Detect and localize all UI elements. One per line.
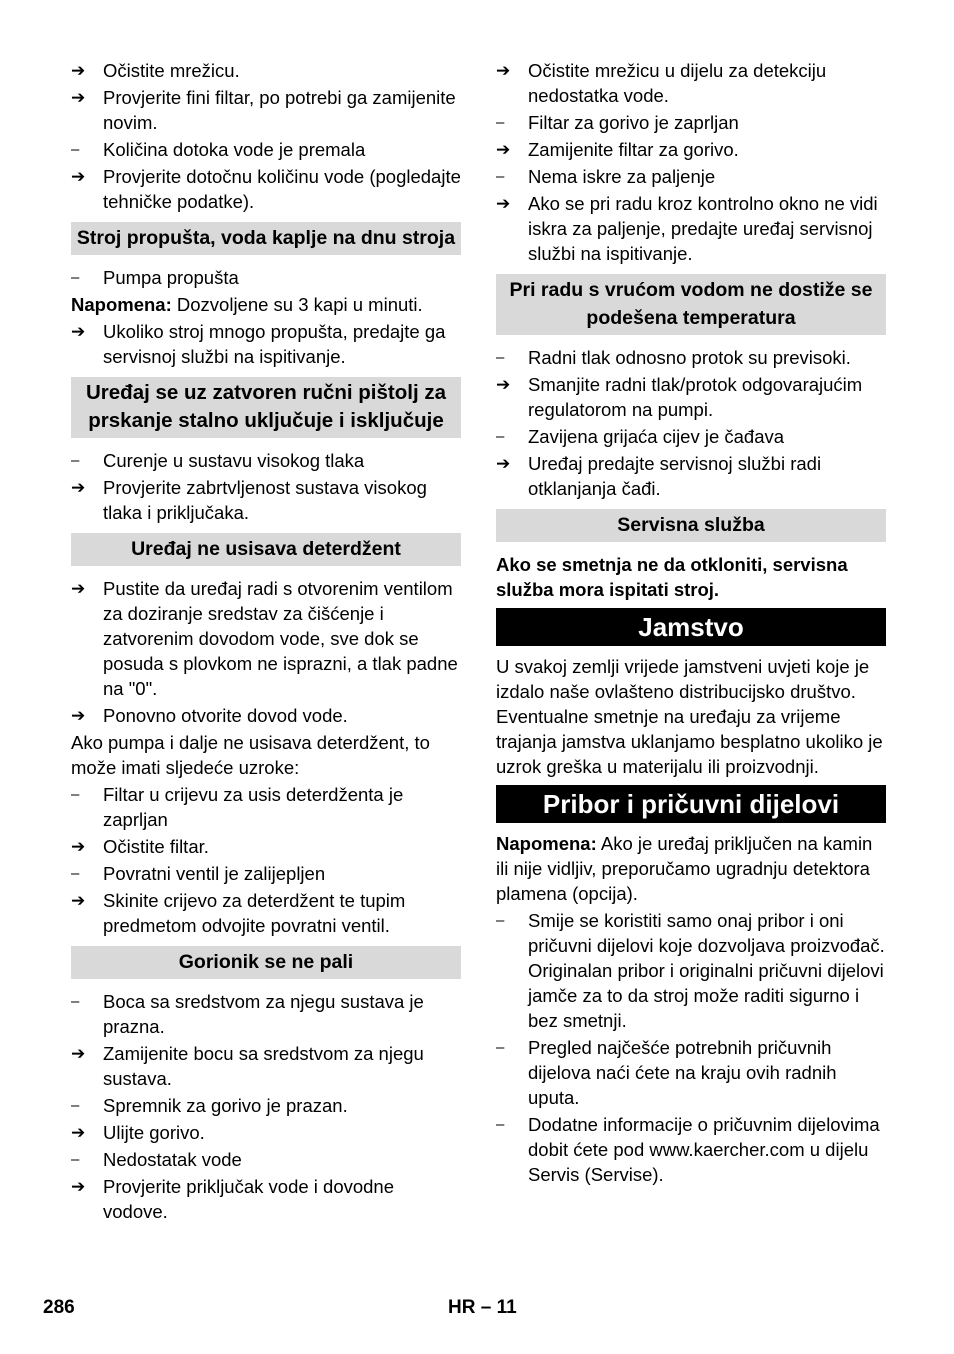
cause-item xyxy=(71,1147,461,1172)
dash-bullet-icon: – xyxy=(71,865,80,882)
cause-item xyxy=(71,448,461,473)
dash-bullet-icon: – xyxy=(496,168,505,185)
action-step xyxy=(71,85,461,135)
item-text: Provjerite priključak vode i dovodne vodove. xyxy=(103,1176,395,1222)
cause-item xyxy=(496,1035,886,1110)
item-text: Skinite crijevo za deterdžent te tupim predmetom odvojite povratni ventil. xyxy=(103,890,406,936)
right-arrow-icon: ➔ xyxy=(71,167,86,186)
right-arrow-icon: ➔ xyxy=(71,891,86,910)
note-text: Ako je uređaj priključen na kamin ili nije vidljiv, preporučamo ugradnju detektora plamena (opcija). xyxy=(496,833,873,904)
item-text: Dodatne informacije o pričuvnim dijelovima dobit ćete pod www.kaercher.com u dijelu Servis (Servise). xyxy=(528,1114,880,1185)
note xyxy=(496,831,886,906)
right-arrow-icon: ➔ xyxy=(71,61,86,80)
action-step xyxy=(496,372,886,422)
action-step xyxy=(71,834,461,859)
right-arrow-icon: ➔ xyxy=(71,837,86,856)
page-reference: HR – 11 xyxy=(448,1297,517,1318)
cause-item xyxy=(71,861,461,886)
chapter-heading: Jamstvo xyxy=(496,608,886,646)
section-heading: Uređaj se uz zatvoren ručni pištolj za prskanje stalno uključuje i isključuje xyxy=(71,377,461,438)
item-text: Pustite da uređaj radi s otvorenim ventilom za doziranje sredstav za čišćenje i zatvorenim dovodom vode, sve dok se posuda s plovkom ne isprazni, a tlak padne na "0". xyxy=(103,578,458,699)
item-text: Spremnik za gorivo je prazan. xyxy=(103,1095,348,1116)
action-step xyxy=(71,164,461,214)
dash-bullet-icon: – xyxy=(496,114,505,131)
item-text: Filtar za gorivo je zaprljan xyxy=(528,112,739,133)
section-heading: Gorionik se ne pali xyxy=(71,946,461,979)
section-heading: Pri radu s vrućom vodom ne dostiže se podešena temperatura xyxy=(496,274,886,335)
cause-item xyxy=(496,424,886,449)
chapter-heading: Pribor i pričuvni dijelovi xyxy=(496,785,886,823)
item-text: Ponovno otvorite dovod vode. xyxy=(103,705,348,726)
action-step xyxy=(71,475,461,525)
item-text: Provjerite zabrtvljenost sustava visokog tlaka i priključaka. xyxy=(103,477,427,523)
section-heading: Servisna služba xyxy=(496,509,886,542)
cause-item xyxy=(71,1093,461,1118)
right-arrow-icon: ➔ xyxy=(71,706,86,725)
bold-paragraph: Ako se smetnja ne da otkloniti, servisna služba mora ispitati stroj. xyxy=(496,554,848,600)
note xyxy=(71,292,461,317)
dash-bullet-icon: – xyxy=(496,349,505,366)
right-arrow-icon: ➔ xyxy=(496,375,511,394)
paragraph: U svakoj zemlji vrijede jamstveni uvjeti koje je izdalo naše ovlašteno distribucijsko društvo. Eventualne smetnje na uređaju za vrijeme trajanja jamstva uklanjamo besplatno ukoliko je uzrok greška u materijalu ili proizvodnji. xyxy=(496,656,883,777)
item-text: Zamijenite bocu sa sredstvom za njegu sustava. xyxy=(103,1043,424,1089)
action-step xyxy=(71,1041,461,1091)
right-column xyxy=(496,58,886,1189)
right-arrow-icon: ➔ xyxy=(496,194,511,213)
right-arrow-icon: ➔ xyxy=(71,88,86,107)
cause-item xyxy=(71,265,461,290)
item-text: Očistite filtar. xyxy=(103,836,209,857)
dash-bullet-icon: – xyxy=(71,993,80,1010)
dash-bullet-icon: – xyxy=(71,1097,80,1114)
right-arrow-icon: ➔ xyxy=(71,1123,86,1142)
action-step xyxy=(71,319,461,369)
action-step xyxy=(496,137,886,162)
cause-item xyxy=(496,110,886,135)
item-text: Očistite mrežicu u dijelu za detekciju nedostatka vode. xyxy=(528,60,827,106)
item-text: Uređaj predajte servisnoj službi radi otklanjanja čađi. xyxy=(528,453,822,499)
item-text: Pregled najčešće potrebnih pričuvnih dijelova naći ćete na kraju ovih radnih uputa. xyxy=(528,1037,837,1108)
dash-bullet-icon: – xyxy=(71,269,80,286)
cause-item xyxy=(496,345,886,370)
item-text: Zavijena grijaća cijev je čađava xyxy=(528,426,785,447)
item-text: Smanjite radni tlak/protok odgovarajućim regulatorom na pumpi. xyxy=(528,374,863,420)
item-text: Radni tlak odnosno protok su previsoki. xyxy=(528,347,851,368)
right-arrow-icon: ➔ xyxy=(71,1044,86,1063)
action-step xyxy=(496,451,886,501)
right-arrow-icon: ➔ xyxy=(496,61,511,80)
action-step xyxy=(71,1120,461,1145)
item-text: Nema iskre za paljenje xyxy=(528,166,716,187)
right-arrow-icon: ➔ xyxy=(71,478,86,497)
action-step xyxy=(71,888,461,938)
section-heading: Uređaj ne usisava deterdžent xyxy=(71,533,461,566)
right-arrow-icon: ➔ xyxy=(71,579,86,598)
dash-bullet-icon: – xyxy=(71,452,80,469)
action-step xyxy=(496,58,886,108)
item-text: Smije se koristiti samo onaj pribor i oni pričuvni dijelovi koje dozvoljava proizvođač. Originalan pribor i originalni pričuvni dijelovi jamče za to da stroj može raditi sigurno i bez smetnji. xyxy=(528,910,885,1031)
action-step xyxy=(71,1174,461,1224)
item-text: Povratni ventil je zalijepljen xyxy=(103,863,326,884)
cause-item xyxy=(496,164,886,189)
item-text: Filtar u crijevu za usis deterdženta je zaprljan xyxy=(103,784,404,830)
action-step xyxy=(71,703,461,728)
dash-bullet-icon: – xyxy=(496,1039,505,1056)
item-text: Boca sa sredstvom za njegu sustava je prazna. xyxy=(103,991,424,1037)
item-text: Provjerite fini filtar, po potrebi ga zamijenite novim. xyxy=(103,87,456,133)
paragraph: Ako pumpa i dalje ne usisava deterdžent, to može imati sljedeće uzroke: xyxy=(71,732,430,778)
right-arrow-icon: ➔ xyxy=(496,140,511,159)
action-step xyxy=(71,58,461,83)
item-text: Pumpa propušta xyxy=(103,267,239,288)
item-text: Količina dotoka vode je premala xyxy=(103,139,366,160)
dash-bullet-icon: – xyxy=(71,1151,80,1168)
item-text: Provjerite dotočnu količinu vode (pogledajte tehničke podatke). xyxy=(103,166,461,212)
action-step xyxy=(496,191,886,266)
item-text: Ako se pri radu kroz kontrolno okno ne vidi iskra za paljenje, predajte uređaj servisnoj službi na ispitivanje. xyxy=(528,193,878,264)
action-step xyxy=(71,576,461,701)
item-text: Očistite mrežicu. xyxy=(103,60,240,81)
dash-bullet-icon: – xyxy=(496,1116,505,1133)
section-heading: Stroj propušta, voda kaplje na dnu stroja xyxy=(71,222,461,255)
cause-item xyxy=(71,782,461,832)
note-label: Napomena: xyxy=(496,833,597,854)
item-text: Ulijte gorivo. xyxy=(103,1122,205,1143)
item-text: Curenje u sustavu visokog tlaka xyxy=(103,450,365,471)
dash-bullet-icon: – xyxy=(71,786,80,803)
note-label: Napomena: xyxy=(71,294,172,315)
cause-item xyxy=(71,137,461,162)
dash-bullet-icon: – xyxy=(496,428,505,445)
item-text: Nedostatak vode xyxy=(103,1149,242,1170)
dash-bullet-icon: – xyxy=(71,141,80,158)
dash-bullet-icon: – xyxy=(496,912,505,929)
page-number: 286 xyxy=(43,1297,75,1318)
cause-item xyxy=(496,1112,886,1187)
right-arrow-icon: ➔ xyxy=(496,454,511,473)
item-text: Ukoliko stroj mnogo propušta, predajte ga servisnoj službi na ispitivanje. xyxy=(103,321,446,367)
cause-item xyxy=(496,908,886,1033)
note-text: Dozvoljene su 3 kapi u minuti. xyxy=(171,294,423,315)
item-text: Zamijenite filtar za gorivo. xyxy=(528,139,739,160)
right-arrow-icon: ➔ xyxy=(71,322,86,341)
cause-item xyxy=(71,989,461,1039)
left-column xyxy=(71,58,461,1226)
right-arrow-icon: ➔ xyxy=(71,1177,86,1196)
